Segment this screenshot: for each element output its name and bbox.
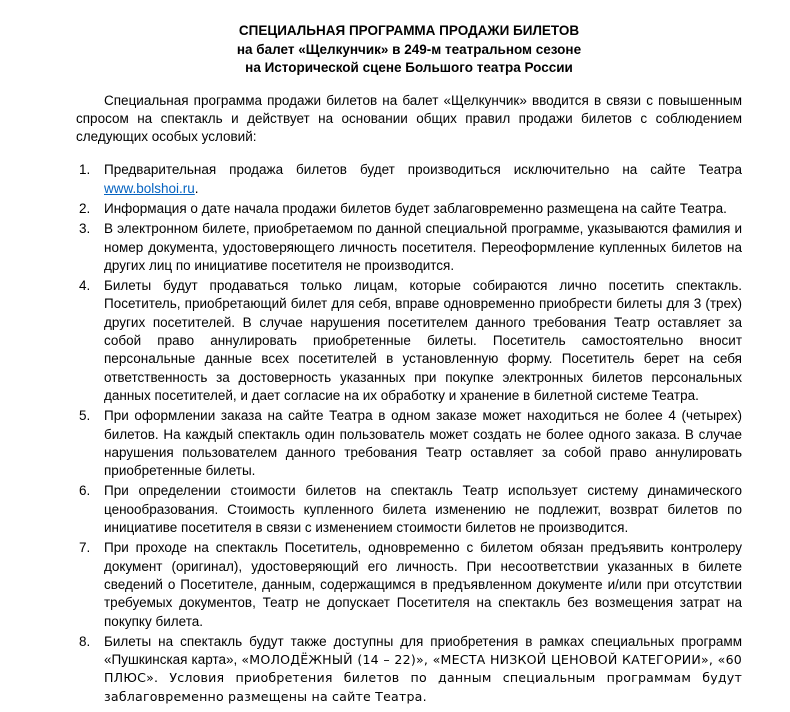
condition-item-5	[76, 407, 742, 480]
condition-item-4	[76, 277, 742, 405]
item-number: 2.	[79, 200, 91, 216]
item-text: Билеты на спектакль будут также доступны для приобретения в рамках специальных программ «Пушкинская карта»,	[104, 633, 742, 668]
bolshoi-site-link[interactable]: www.bolshoi.ru	[104, 180, 195, 196]
condition-item-3	[76, 220, 742, 275]
item-number: 1.	[79, 162, 91, 178]
item-number: 4.	[79, 278, 91, 294]
condition-item-1	[76, 161, 742, 198]
item-number: 5.	[79, 408, 91, 424]
item-number: 6.	[79, 483, 91, 499]
conditions-list	[76, 161, 742, 706]
intro-paragraph: Специальная программа продажи билетов на балет «Щелкунчик» вводится в связи с повышенным спросом на спектакль и действует на основании общих правил продажи билетов с соблюдением следующих особых условий:	[76, 92, 742, 145]
condition-item-7	[76, 539, 742, 630]
condition-item-2	[76, 200, 742, 218]
item-text: Информация о дате начала продажи билетов будет заблаговременно размещена на сайте Театра.	[104, 200, 727, 216]
condition-item-8	[76, 633, 742, 706]
item-number: 3.	[79, 221, 91, 237]
header-subtitle-stage: на Исторической сцене Большого театра России	[245, 60, 573, 75]
item-number: 8.	[79, 633, 91, 649]
item-text-programs: «МОЛОДЁЖНЫЙ (14 – 22)», «МЕСТА НИЗКОЙ ЦЕНОВОЙ КАТЕГОРИИ», «60 ПЛЮС». Условия приобретения билетов по данным специальным программам будут заблаговременно размещены на сайте Театра.	[104, 652, 742, 704]
item-text: При оформлении заказа на сайте Театра в одном заказе может находиться не более 4 (четырех) билетов. На каждый спектакль один пользователь может создать не более одного заказа. В случае нарушения пользователем данного требования Театр оставляет за собой право аннулировать приобретенные билеты.	[104, 408, 742, 479]
document-header	[76, 22, 742, 78]
item-text: Билеты будут продаваться только лицам, которые собираются лично посетить спектакль. Посетитель, приобретающий билет для себя, вправе одновременно приобрести билеты для 3 (трех) других посетителей. В случае нарушения посетителем данного требования Театр оставляет за собой право аннулировать приобретенные билеты. Посетитель самостоятельно вносит персональные данные всех посетителей в установленную форму. Посетитель берет на себя ответственность за достоверность указанных при покупке электронных билетов персональных данных посетителей, и дает согласие на их обработку и хранение в билетной системе Театра.	[104, 278, 742, 403]
item-text: При проходе на спектакль Посетитель, одновременно с билетом обязан предъявить контролеру документ (оригинал), удостоверяющий его личность. При несоответствии указанных в билете сведений о Посетителе, данным, содержащимся в предъявленном документе и/или при отсутствии требуемых документов, Театр не допускает Посетителя на спектакль без возмещения затрат на покупку билета.	[104, 540, 742, 629]
item-text: При определении стоимости билетов на спектакль Театр использует систему динамического ценообразования. Стоимость купленного билета изменению не подлежит, возврат билетов по инициативе посетителя в связи с изменением стоимости билетов не производится.	[104, 483, 742, 536]
header-subtitle-ballet: на балет «Щелкунчик» в 249-м театральном сезоне	[236, 41, 582, 57]
condition-item-6	[76, 482, 742, 537]
header-title: СПЕЦИАЛЬНАЯ ПРОГРАММА ПРОДАЖИ БИЛЕТОВ	[238, 23, 580, 38]
item-text: В электронном билете, приобретаемом по данной специальной программе, указываются фамилия и номер документа, удостоверяющего личность посетителя. Переоформление купленных билетов на других лиц по инициативе посетителя не производится.	[104, 221, 742, 273]
item-number: 7.	[79, 540, 91, 556]
item-text: Предварительная продажа билетов будет производиться исключительно на сайте Театра	[104, 162, 742, 178]
item-tail: .	[194, 180, 199, 196]
